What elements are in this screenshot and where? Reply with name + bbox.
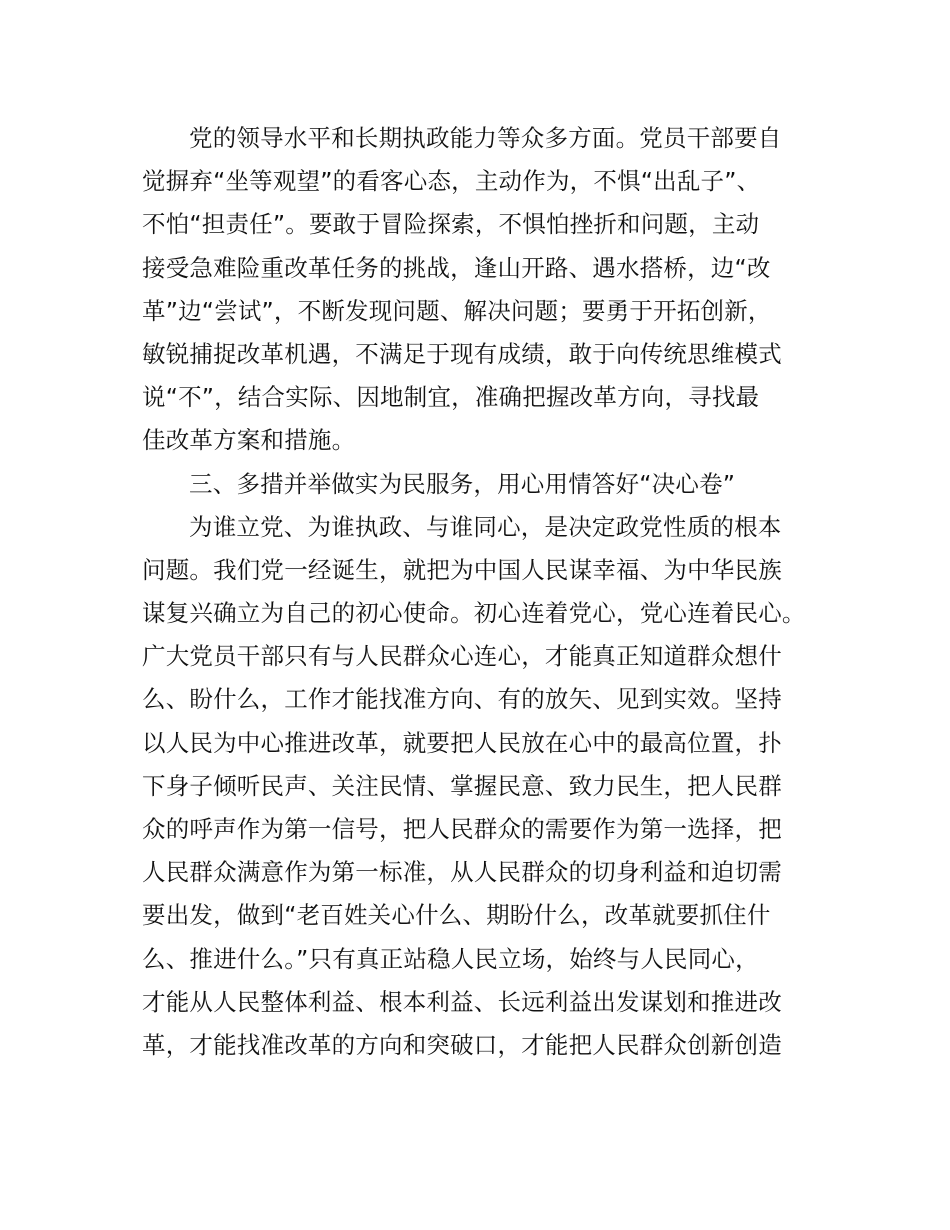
paragraph-line: 要出发，做到“老百姓关心什么、期盼什么，改革就要抓住什: [142, 901, 771, 930]
paragraph-line: 党的领导水平和长期执政能力等众多方面。党员干部要自: [189, 124, 782, 152]
paragraph-line: 才能从人民整体利益、根本利益、长远利益出发谋划和推进改: [142, 987, 782, 1016]
paragraph-line: 为谁立党、为谁执政、与谁同心，是决定政党性质的根本: [189, 512, 782, 541]
paragraph-line: 接受急难险重改革任务的挑战，逢山开路、遇水搭桥，边“改: [142, 253, 771, 282]
paragraph-line: 敏锐捕捉改革机遇，不满足于现有成绩，敢于向传统思维模式: [142, 339, 782, 368]
paragraph-line: 问题。我们党一经诞生，就把为中国人民谋幸福、为中华民族: [142, 555, 782, 584]
paragraph-line: 么、推进什么。”只有真正站稳人民立场，始终与人民同心，: [142, 944, 759, 973]
paragraph-line: 觉摒弃“坐等观望”的看客心态，主动作为，不惧“出乱子”、: [142, 167, 761, 196]
paragraph-line: 革”边“尝试”，不断发现问题、解决问题；要勇于开拓创新，: [142, 296, 772, 325]
section-heading: 三、多措并举做实为民服务，用心用情答好“决心卷”: [189, 469, 736, 498]
paragraph-line: 革，才能找准改革的方向和突破口，才能把人民群众创新创造: [142, 1030, 782, 1059]
paragraph-line: 说“不”，结合实际、因地制宜，准确把握改革方向，寻找最: [142, 383, 760, 412]
paragraph-line: 以人民为中心推进改革，就要把人民放在心中的最高位置，扑: [142, 728, 782, 757]
paragraph-line: 广大党员干部只有与人民群众心连心，才能真正知道群众想什: [142, 642, 782, 671]
paragraph-1: [142, 117, 822, 463]
paragraph-line: 下身子倾听民声、关注民情、掌握民意、致力民生，把人民群: [142, 771, 782, 800]
paragraph-line: 人民群众满意作为第一标准，从人民群众的切身利益和迫切需: [142, 858, 782, 887]
paragraph-line: 佳改革方案和措施。: [142, 426, 356, 455]
paragraph-2: [142, 506, 822, 1067]
paragraph-line: 谋复兴确立为自己的初心使命。初心连着党心，党心连着民心。: [142, 599, 806, 628]
paragraph-line: 不怕“担责任”。要敢于冒险探索，不惧怕挫折和问题，主动: [142, 210, 760, 239]
paragraph-line: 众的呼声作为第一信号，把人民群众的需要作为第一选择，把: [142, 815, 782, 843]
paragraph-line: 么、盼什么，工作才能找准方向、有的放矢、见到实效。坚持: [142, 685, 782, 714]
document-body: [142, 117, 822, 1067]
